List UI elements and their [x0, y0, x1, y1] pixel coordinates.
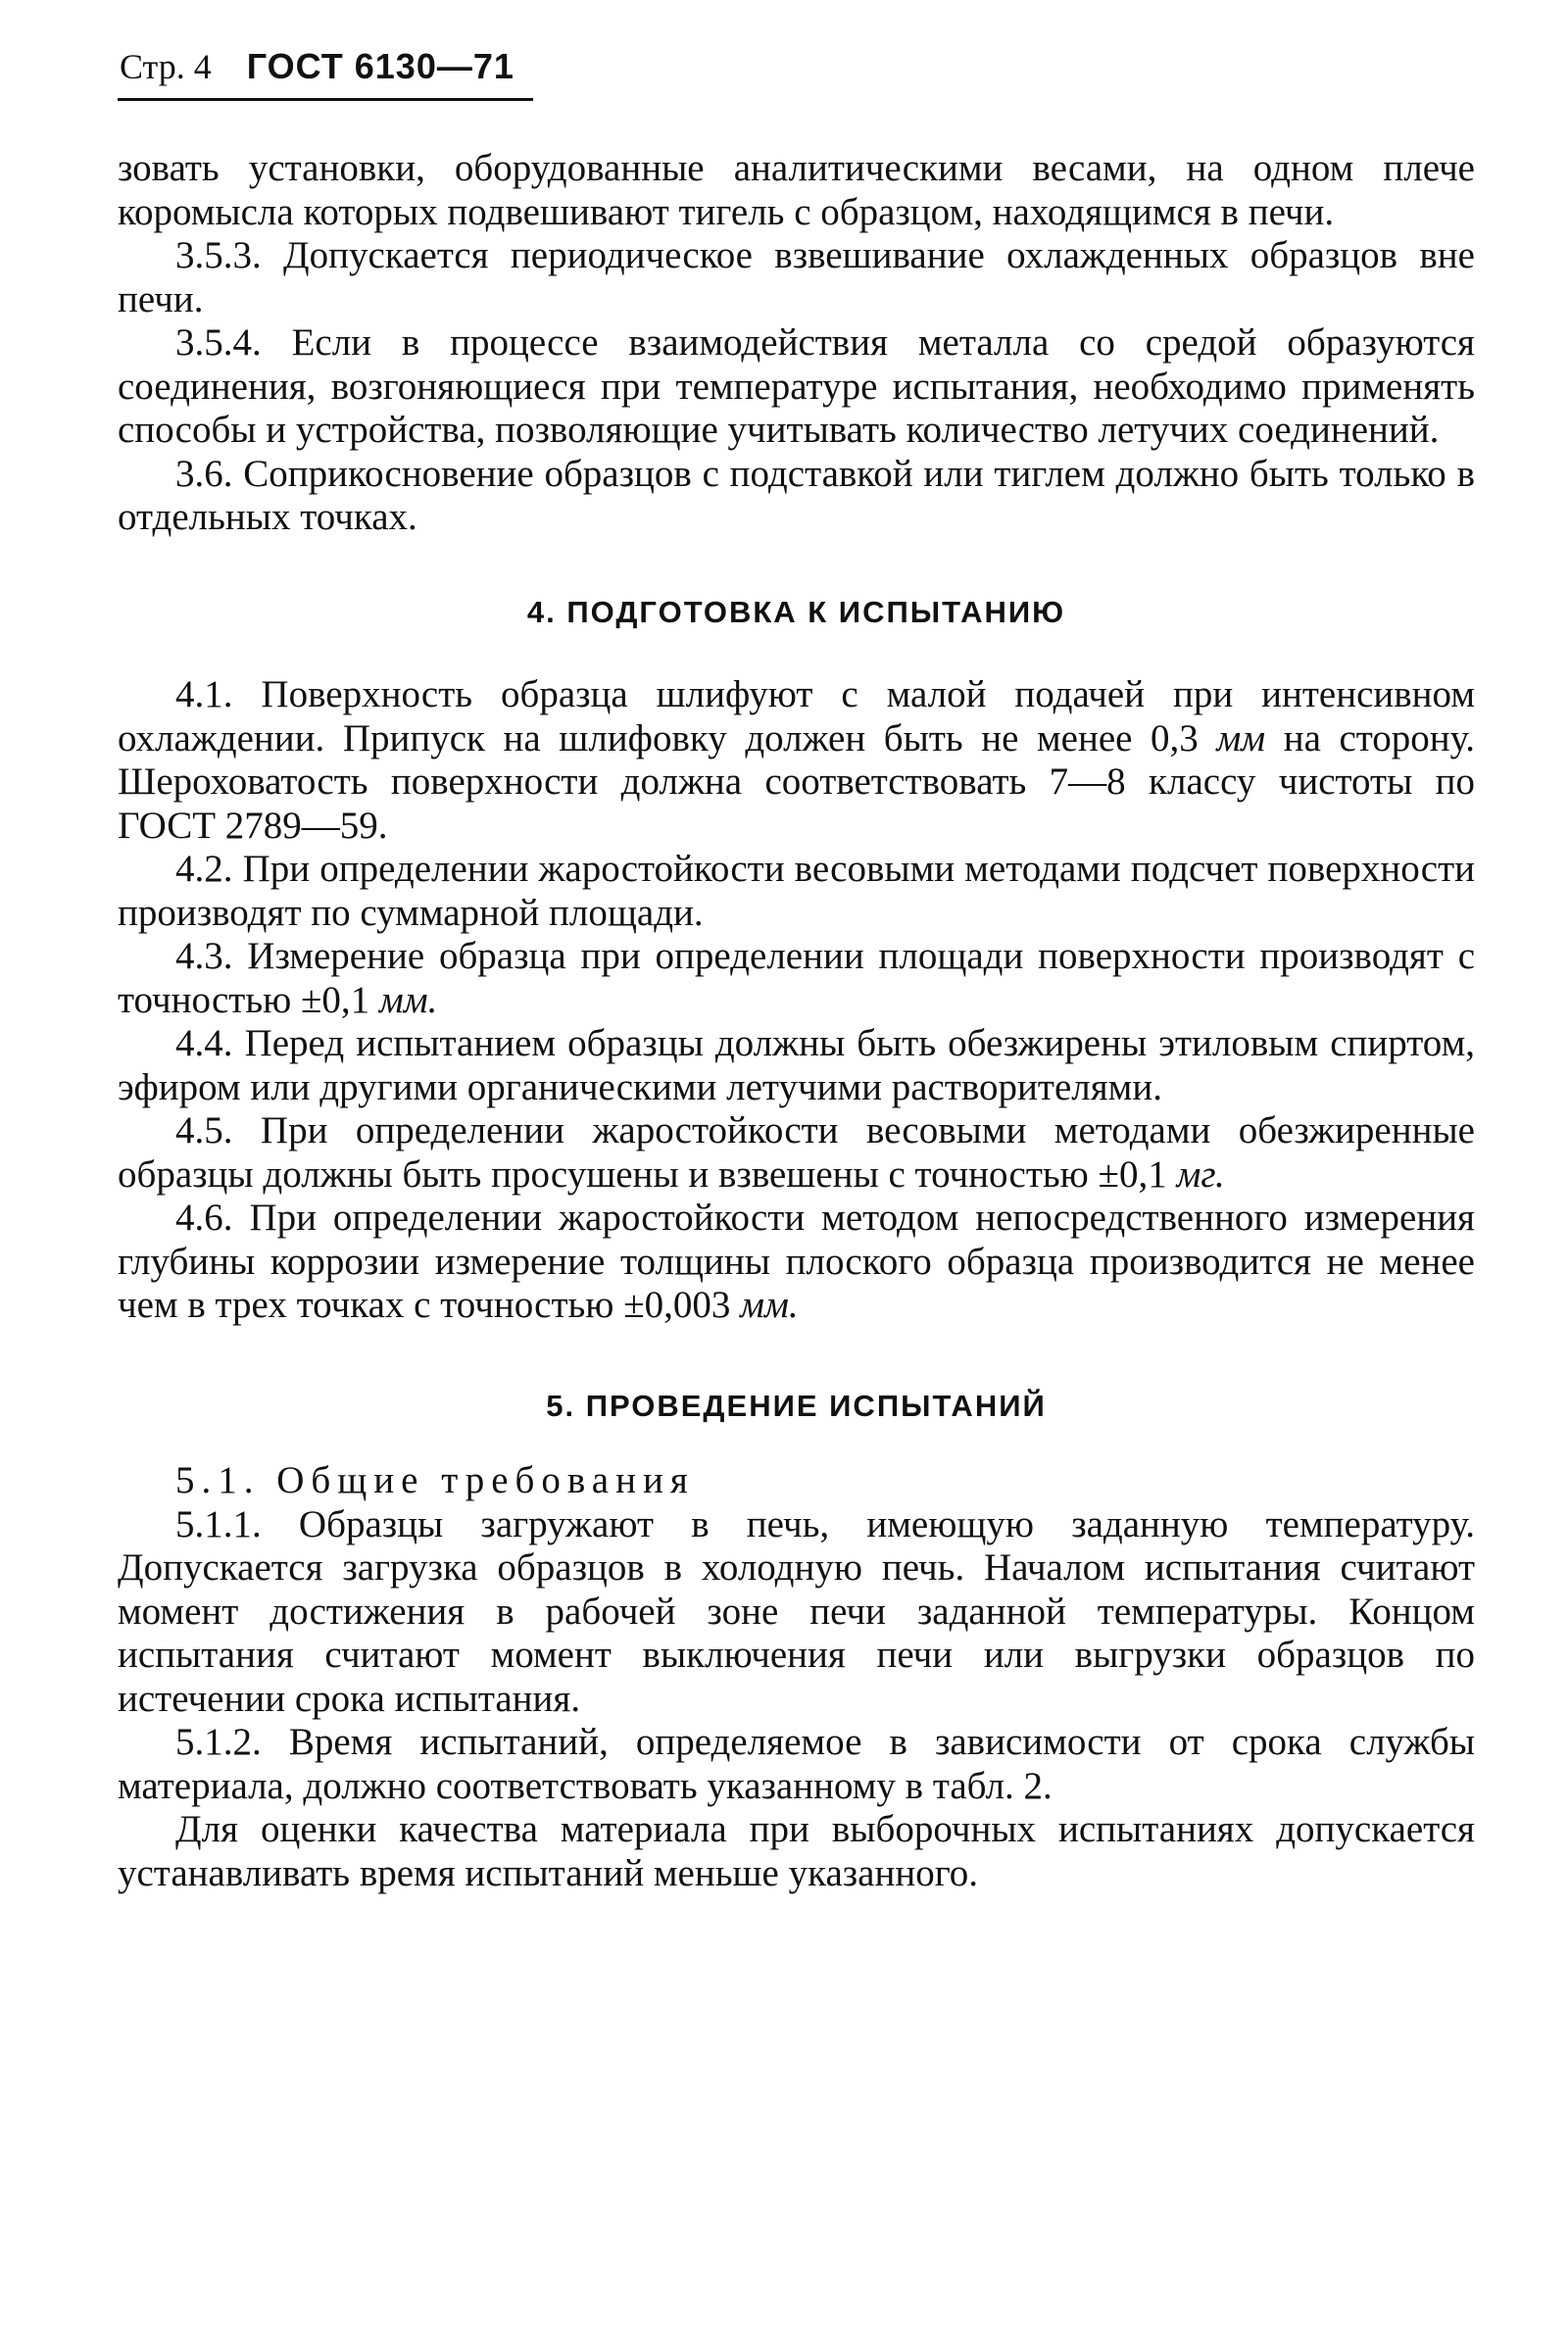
paragraph-final: Для оценки качества материала при выборочных испытаниях допускается устанавливать время испытаний меньше указанного. [118, 1808, 1475, 1894]
paragraph-5-1-2: 5.1.2. Время испытаний, определяемое в зависимости от срока службы материала, должно соответствовать указанному в табл. 2. [118, 1721, 1475, 1807]
unit-mm: мм. [740, 1284, 799, 1326]
paragraph-4-1-part-b: на сторону. Шероховатость поверхности должна соответствовать 7—8 классу чистоты по ГОСТ 2789—59. [118, 716, 1476, 847]
paragraph-3-5-4: 3.5.4. Если в процессе взаимодействия металла со средой образуются соединения, возгоняющиеся при температуре испытания, необходимо применять способы и устройства, позволяющие учитывать количество летучих соединений. [118, 321, 1475, 451]
section-heading-4: 4. ПОДГОТОВКА К ИСПЫТАНИЮ [526, 594, 1066, 629]
paragraph-4-3-text: 4.3. Измерение образца при определении площади поверхности производят с точностью ±0,1 [118, 935, 1475, 1021]
paragraph-4-3 [118, 935, 1475, 1022]
paragraph-3-5-3: 3.5.3. Допускается периодическое взвешивание охлажденных образцов вне печи. [118, 234, 1475, 320]
subsection-heading-5-1: 5.1. Общие требования [175, 1459, 695, 1501]
page-number: Стр. 4 [120, 47, 212, 86]
paragraph-4-1 [118, 673, 1475, 848]
page-header [120, 43, 514, 90]
paragraph-4-2: 4.2. При определении жаростойкости весовыми методами подсчет поверхности производят по суммарной площади. [118, 848, 1475, 934]
paragraph-4-6 [118, 1197, 1475, 1328]
header-rule [118, 98, 533, 101]
paragraph-4-4: 4.4. Перед испытанием образцы должны быть обезжирены этиловым спиртом, эфиром или другими органическими летучими растворителями. [118, 1022, 1475, 1108]
paragraph-5-1-1: 5.1.1. Образцы загружают в печь, имеющую заданную температуру. Допускается загрузка образцов в холодную печь. Началом испытания считают момент достижения в рабочей зоне печи заданной температуры. Концом испытания считают момент выключения печи или выгрузки образцов по истечении срока испытания. [118, 1502, 1475, 1720]
paragraph-4-5-text: 4.5. При определении жаростойкости весовыми методами обезжиренные образцы должны быть просушены и взвешены с точностью ±0,1 [118, 1109, 1475, 1196]
paragraph-4-5 [118, 1109, 1475, 1197]
paragraph-4-6-text: 4.6. При определении жаростойкости методом непосредственного измерения глубины коррозии измерение толщины плоского образца производится не менее чем в трех точках с точностью ±0,003 [118, 1197, 1475, 1326]
paragraph-3-6: 3.6. Соприкосновение образцов с подставкой или тиглем должно быть только в отдельных точках. [118, 452, 1475, 538]
paragraph-continued: зовать установки, оборудованные аналитическими весами, на одном плече коромысла которых подвешивают тигель с образцом, находящимся в печи. [118, 147, 1475, 233]
unit-mm: мм. [378, 978, 438, 1021]
paragraph-4-1-part-a: 4.1. Поверхность образца шлифуют с малой подачей при интенсивном охлаждении. Припуск на шлифовку должен быть не менее 0,3 [118, 673, 1475, 759]
document-body [118, 147, 1475, 1895]
unit-mg: мг. [1176, 1152, 1225, 1196]
section-heading-5: 5. ПРОВЕДЕНИЕ ИСПЫТАНИЙ [546, 1388, 1047, 1423]
unit-mm: мм [1216, 716, 1266, 759]
document-number: ГОСТ 6130—71 [246, 46, 514, 86]
